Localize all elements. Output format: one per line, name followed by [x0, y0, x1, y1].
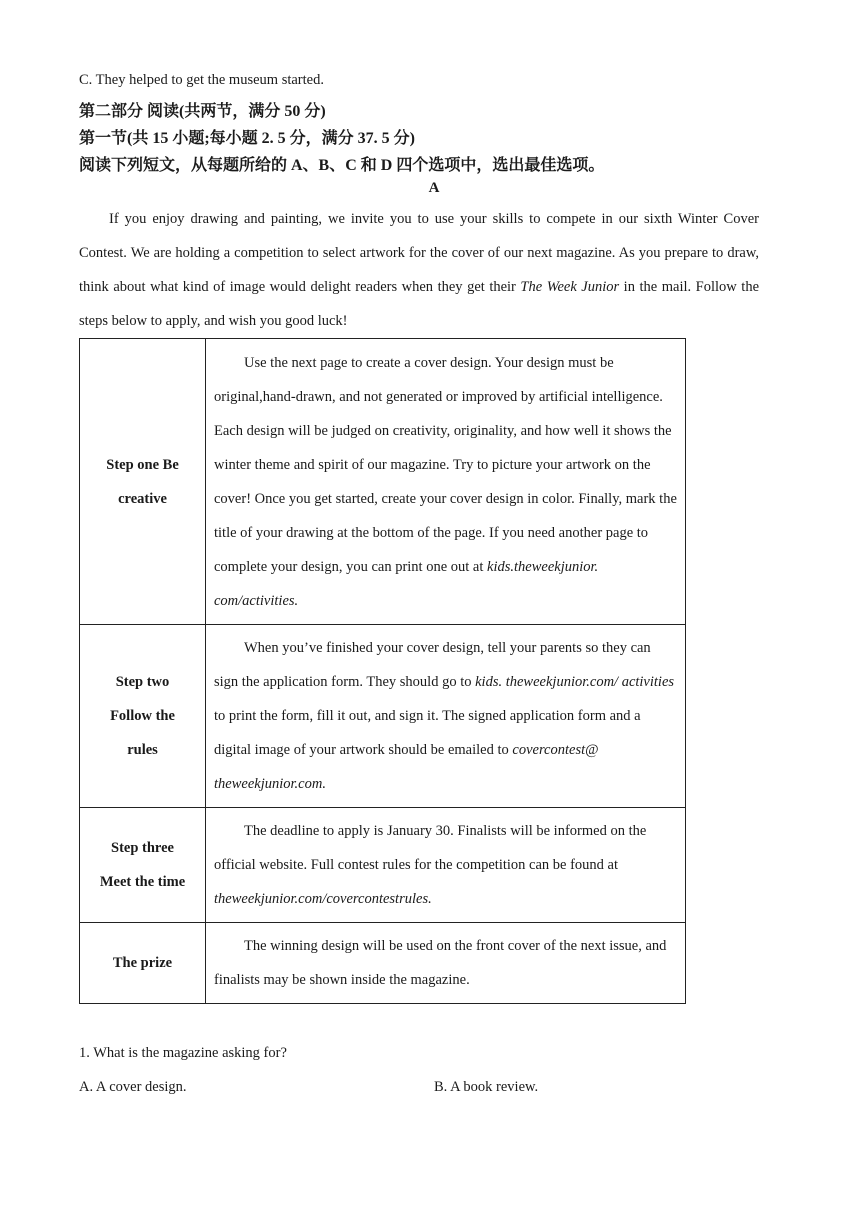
step-one-label: Step one Be creative — [106, 456, 179, 507]
instruction: 阅读下列短文，从每题所给的 A、B、C 和 D 四个选项中，选出最佳选项。 — [79, 157, 605, 174]
passage-label: A — [428, 180, 440, 196]
section-header: 第二部分 阅读(共两节，满分 50 分) — [79, 103, 326, 120]
step-label — [80, 339, 206, 625]
magazine-name: The Week Junior — [520, 279, 620, 295]
intro-paragraph — [79, 202, 759, 338]
step-three-link: theweekjunior.com/covercontestrules. — [214, 891, 432, 907]
question-1: 1. What is the magazine asking for? — [79, 1045, 287, 1061]
intro-text-2: in the mail. Follow the steps below to apply, and wish you good luck! — [79, 279, 760, 329]
step-label — [80, 923, 206, 1004]
table-row — [80, 808, 686, 923]
step-two-text-b: to print the form, fill it out, and sign it. The signed application form and a digital image of your artwork should be emailed to — [214, 708, 641, 758]
subsection-header: 第一节(共 15 小题;每小题 2. 5 分，满分 37. 5 分) — [79, 130, 415, 147]
step-text — [206, 339, 686, 625]
step-two-link-a: kids. theweekjunior.com/ activities — [475, 674, 675, 690]
step-one-link: kids.theweekjunior. com/activities. — [214, 558, 599, 609]
step-two-text-a: When you’ve finished your cover design, tell your parents so they can sign the application form. They should go to — [214, 640, 651, 690]
option-a: A. A cover design. — [79, 1079, 187, 1095]
step-two-label-1: Step two — [115, 674, 170, 690]
prize-text: The winning design will be used on the front cover of the next issue, and finalists may be shown inside the magazine. — [214, 938, 667, 988]
step-two-label-3: rules — [127, 742, 158, 758]
step-two-label-2: Follow the — [110, 708, 175, 724]
step-three-text: The deadline to apply is January 30. Finalists will be informed on the official website. Full contest rules for the competition can be found at — [214, 823, 647, 873]
step-text — [206, 808, 686, 923]
table-row — [80, 339, 686, 625]
step-text — [206, 625, 686, 808]
step-two-email: covercontest@ theweekjunior.com. — [214, 742, 599, 792]
table-row — [80, 625, 686, 808]
steps-table — [79, 338, 686, 1004]
table-row — [80, 923, 686, 1004]
step-label — [80, 808, 206, 923]
step-one-text: Use the next page to create a cover design. Your design must be original,hand-drawn, and not generated or improved by artificial intelligence. Each design will be judged on creativity, originality, and how well it shows the winter theme and spirit of our magazine. Try to picture your artwork on the cover! Once you get started, create your cover design in color. Finally, mark the title of your drawing at the bottom of the page. If you need another page to complete your design, you can print one out at — [214, 354, 677, 575]
step-text — [206, 923, 686, 1004]
prize-label: The prize — [112, 955, 173, 971]
previous-option-c: C. They helped to get the museum started. — [79, 72, 324, 88]
step-three-label-2: Meet the time — [99, 874, 186, 890]
step-three-label-1: Step three — [111, 840, 174, 856]
intro-text-1: If you enjoy drawing and painting, we invite you to use your skills to compete in our sixth Winter Cover Contest. We are holding a competition to select artwork for the cover of our next magazine. As you prepare to draw, think about what kind of image would delight readers when they get their — [79, 211, 759, 295]
option-b: B. A book review. — [434, 1079, 539, 1095]
step-label — [80, 625, 206, 808]
